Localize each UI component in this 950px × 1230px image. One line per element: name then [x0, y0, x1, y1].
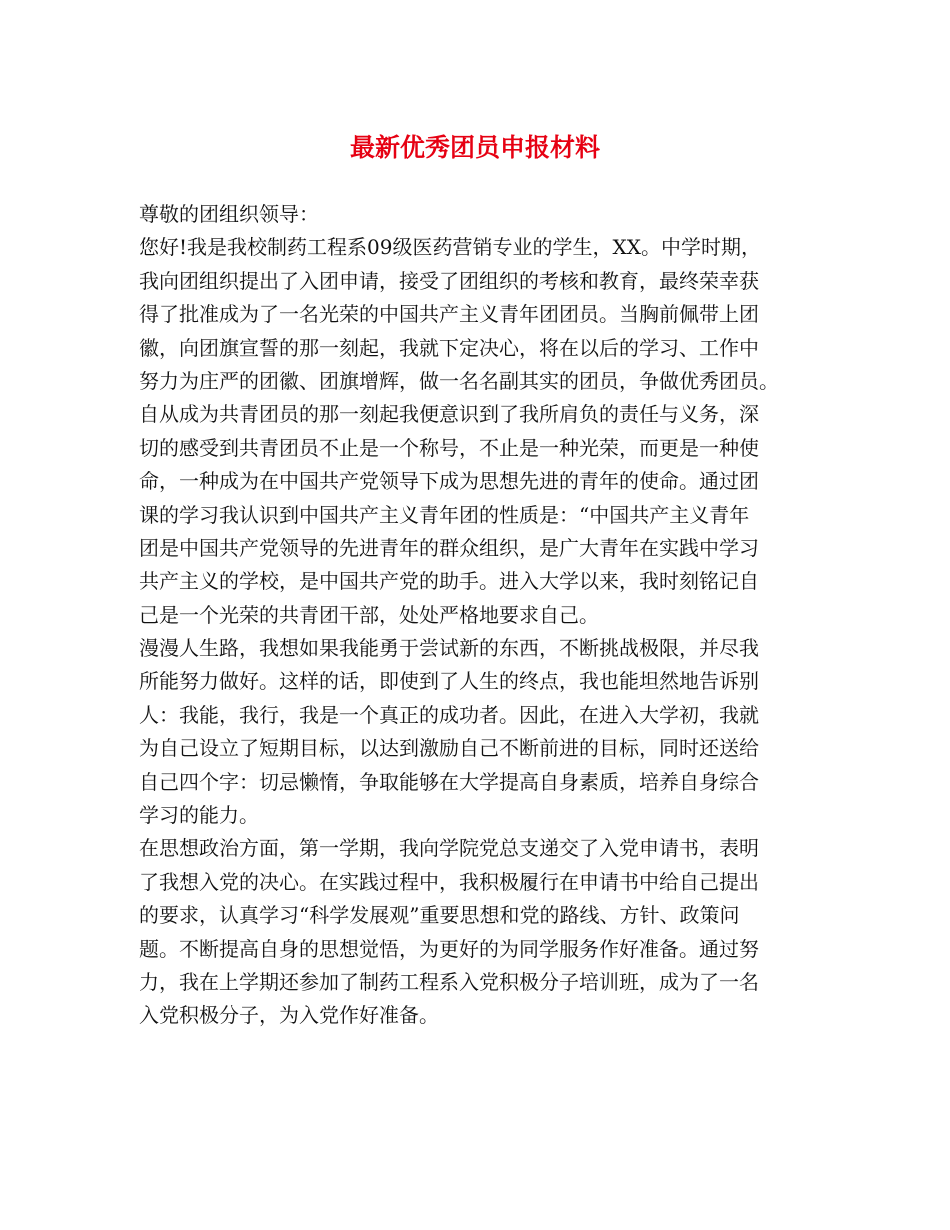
text-line: 尊敬的团组织领导： — [139, 202, 319, 226]
text-line: 徽，向团旗宣誓的那一刻起，我就下定决心，将在以后的学习、工作中 — [139, 335, 759, 360]
text-line: 漫漫人生路，我想如果我能勇于尝试新的东西，不断挑战极限，并尽我 — [139, 636, 759, 661]
text-line: 学习的能力。 — [139, 803, 259, 828]
text-line: 的要求，认真学习“科学发展观”重要思想和党的路线、方针、政策问 — [139, 903, 740, 928]
text-line: 共产主义的学校，是中国共产党的助手。进入大学以来，我时刻铭记自 — [139, 569, 759, 594]
text-line: 您好!我是我校制药工程系09级医药营销专业的学生，XX。中学时期， — [139, 235, 761, 260]
text-line: 课的学习我认识到中国共产主义青年团的性质是：“中国共产主义青年 — [139, 502, 750, 527]
text-line: 努力为庄严的团徽、团旗增辉，做一名名副其实的团员，争做优秀团员。 — [139, 368, 779, 393]
text-line: 了我想入党的决心。在实践过程中，我积极履行在申请书中给自己提出 — [139, 869, 759, 894]
document-title: 最新优秀团员申报材料 — [349, 133, 600, 162]
text-line: 为自己设立了短期目标，以达到激励自己不断前进的目标，同时还送给 — [139, 736, 759, 761]
text-line: 力，我在上学期还参加了制药工程系入党积极分子培训班，成为了一名 — [139, 969, 759, 994]
text-line: 在思想政治方面，第一学期，我向学院党总支递交了入党申请书，表明 — [139, 836, 759, 861]
text-line: 切的感受到共青团员不止是一个称号，不止是一种光荣，而更是一种使 — [139, 435, 759, 460]
text-line: 命，一种成为在中国共产党领导下成为思想先进的青年的使命。通过团 — [139, 469, 759, 494]
text-line: 我向团组织提出了入团申请，接受了团组织的考核和教育，最终荣幸获 — [139, 268, 759, 293]
text-line: 团是中国共产党领导的先进青年的群众组织，是广大青年在实践中学习 — [139, 535, 759, 560]
text-line: 人：我能，我行，我是一个真正的成功者。因此，在进入大学初，我就 — [139, 702, 759, 727]
text-line: 入党积极分子，为入党作好准备。 — [139, 1003, 439, 1028]
text-line: 得了批准成为了一名光荣的中国共产主义青年团团员。当胸前佩带上团 — [139, 302, 759, 327]
text-line: 自从成为共青团员的那一刻起我便意识到了我所肩负的责任与义务，深 — [139, 402, 759, 427]
text-line: 己是一个光荣的共青团干部，处处严格地要求自己。 — [139, 602, 599, 627]
text-line: 题。不断提高自身的思想觉悟，为更好的为同学服务作好准备。通过努 — [139, 936, 759, 961]
text-line: 自己四个字：切忌懒惰，争取能够在大学提高自身素质，培养自身综合 — [139, 769, 759, 794]
document-body — [139, 198, 829, 1033]
text-line: 所能努力做好。这样的话，即使到了人生的终点，我也能坦然地告诉别 — [139, 669, 759, 694]
